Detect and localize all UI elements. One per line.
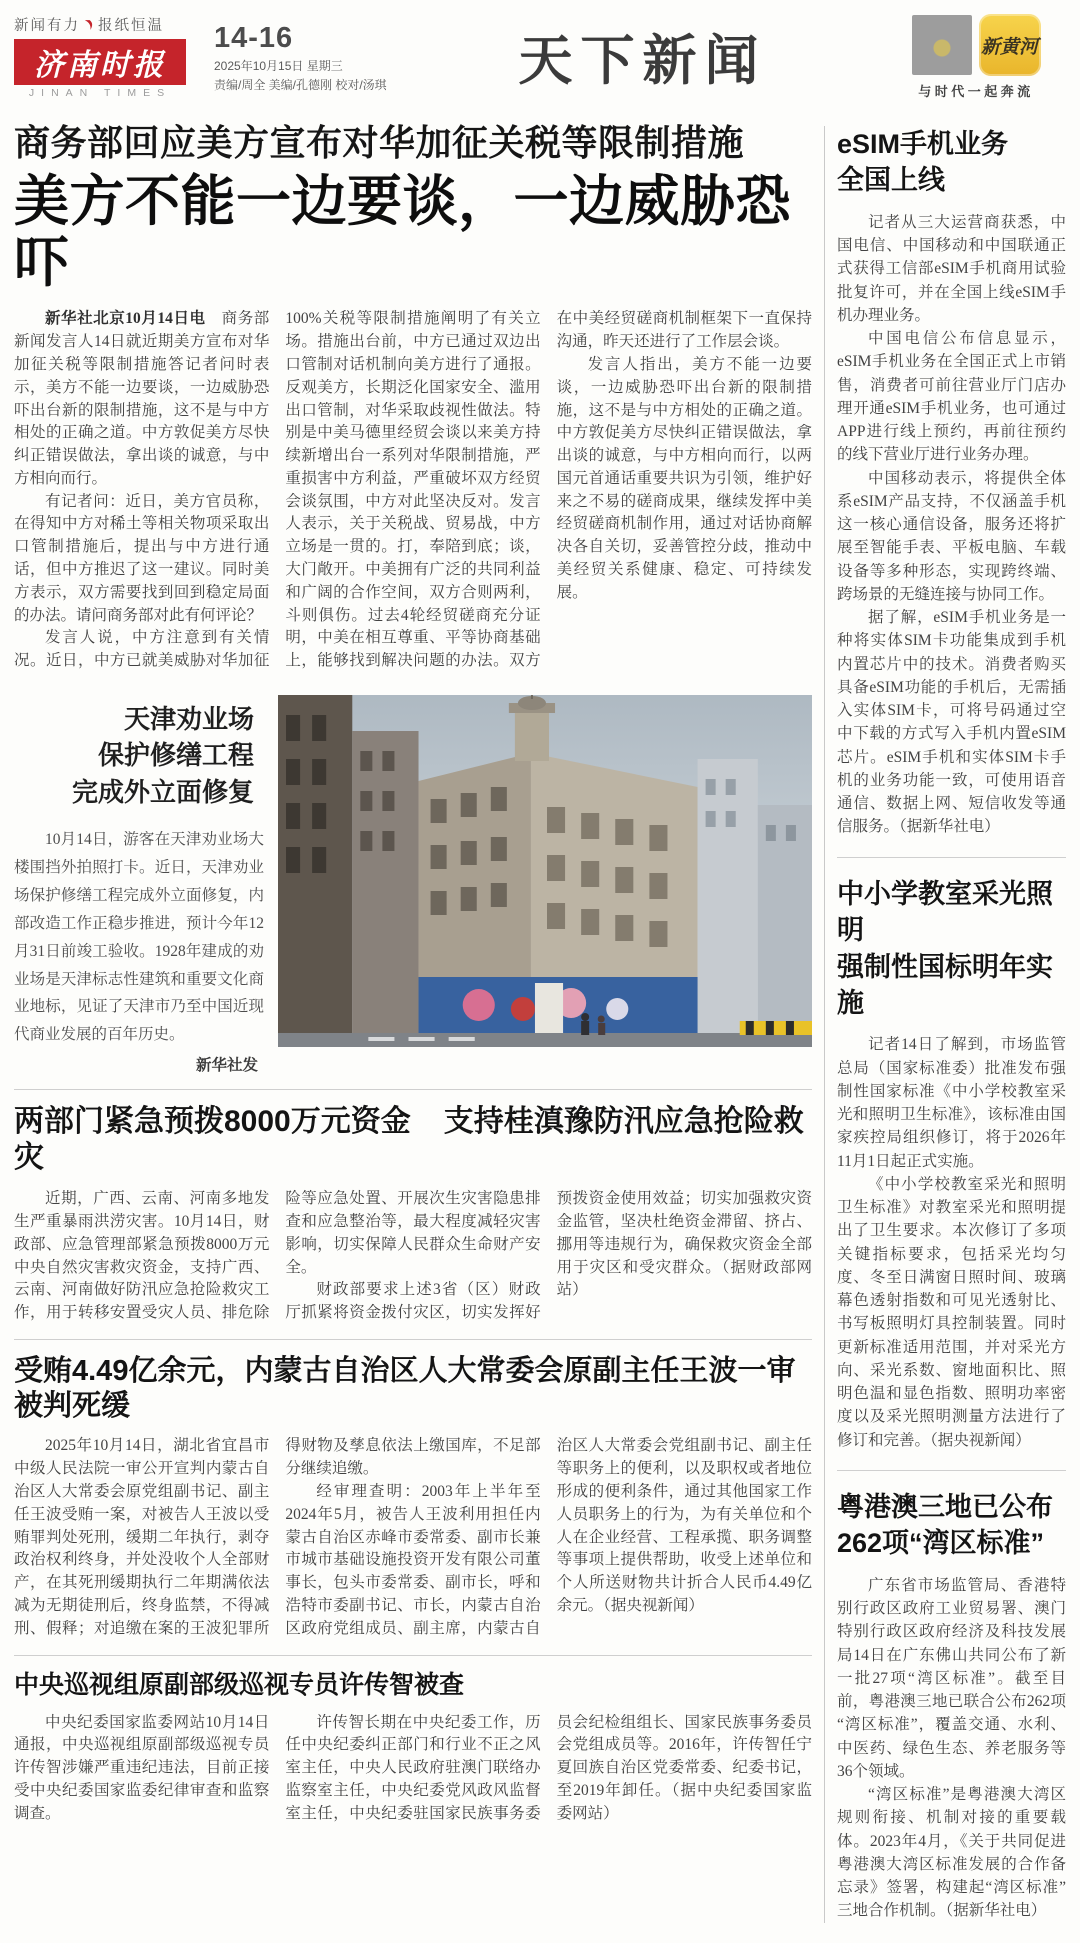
section-divider xyxy=(14,1089,812,1090)
lead-paragraph: 有记者问：近日，美方官员称，在得知中方对稀土等相关物项采取出口管制措施后，提出与中方进行通话，但中方推迟了这一建议。同时美方表示，双方需要找到回到稳定局面的办法。请问商务部对此有何评论？ xyxy=(14,492,270,624)
sidebar-column xyxy=(837,122,1066,1923)
brand-block xyxy=(14,10,204,99)
esim-paragraph: 中国移动表示，将提供全体系eSIM产品支持，不仅涵盖手机这一核心通信设备，服务还将扩展至智能手表、平板电脑、车载设备等多种形态，实现跨终端、跨场景的无缝连接与协同工作。 xyxy=(837,469,1066,603)
photo-caption: 10月14日，游客在天津劝业场大楼围挡外拍照打卡。近日，天津劝业场保护修缮工程完成外立面修复，内部改造工作正稳步推进，预计今年12月31日前竣工验收。1928年建成的劝业场是天津标志性建筑和重要文化商业地标，见证了天津市乃至中国近现代商业发展的百年历史。 xyxy=(14,831,264,1044)
edition-staff: 责编/周全 美编/孔德刚 校对/汤琪 xyxy=(214,78,387,92)
photo-illustration xyxy=(278,695,812,1047)
masthead-tagline xyxy=(14,14,204,35)
wangbo-body xyxy=(14,1435,812,1640)
column-divider xyxy=(824,126,825,1923)
esim-story xyxy=(837,126,1066,839)
tagline-right: 报纸恒温 xyxy=(98,18,164,34)
classroom-title: 中小学教室采光照明 强制性国标明年实施 xyxy=(837,878,1053,1018)
lead-body xyxy=(14,308,812,673)
photo-story-text xyxy=(14,695,264,1075)
app-icon: 新黄河 xyxy=(979,14,1041,76)
xuchuanzhi-body xyxy=(14,1712,812,1826)
esim-paragraph: 中国电信公布信息显示，eSIM手机业务在全国正式上市销售，消费者可前往营业厅门店办理开通eSIM手机业务，也可通过APP进行线上预约，再前往预约的线下营业厅进行业务办理。 xyxy=(837,330,1066,464)
photo-credit: 新华社发 xyxy=(195,1057,258,1075)
wangbo-paragraph: 经审理查明：2003年上半年至2024年5月，被告人王波利用担任内蒙古自治区赤峰市委常委、副市长兼市城市基础设施投资开发有限公司董事长，包头市委常委、副市长，呼和浩特市委副书记、市长，内蒙古自治区政府党组成员、副主席，内蒙古自治区人大常委会党组副书记、副主任等职务上的便利，以及职权或者地位形成的便利条件，通过其他国家工作人员职务上的行为，为有关单位和个人在企业经营、工程承揽、职务调整等事项上提供帮助，收受上述单位和个人所送财物共计折合人民币4.49亿余元。（据央视新闻） xyxy=(285,1437,812,1637)
masthead-right xyxy=(886,10,1066,100)
photo-story-title: 天津劝业场 保护修缮工程 完成外立面修复 xyxy=(71,703,254,807)
section-title: 天下新闻 xyxy=(518,31,767,91)
main-column xyxy=(14,122,812,1923)
bay-area-body xyxy=(837,1574,1066,1923)
xuchuanzhi-story xyxy=(14,1670,812,1826)
newspaper-logo-latin: JINAN TIMES xyxy=(28,87,172,99)
edition-date: 2025年10月15日 星期三 xyxy=(214,59,343,73)
edition-info xyxy=(214,10,399,93)
bay-area-story xyxy=(837,1489,1066,1923)
photo-story xyxy=(14,695,812,1075)
edition-pages: 14-16 xyxy=(214,22,294,54)
xuchuanzhi-paragraph: 中央纪委国家监委网站10月14日通报，中央巡视组原副部级巡视专员许传智涉嫌严重违纪违法，目前正接受中央纪委国家监委纪律审查和监察调查。 xyxy=(14,1713,270,1822)
lead-paragraph: 新华社北京10月14日电 商务部新闻发言人14日就近期美方宣布对华加征关税等限制措施答记者问时表示，美方不能一边要谈，一边威胁恐吓出台新的限制措施，这不是与中方相处的正确之道。中方敦促美方尽快纠正错误做法，拿出谈的诚意，与中方相向而行。 xyxy=(14,310,270,487)
bay-area-title: 粤港澳三地已公布 262项“湾区标准” xyxy=(837,1491,1053,1559)
tagline-left: 新闻有力 xyxy=(14,18,80,34)
esim-paragraph: 记者从三大运营商获悉，中国电信、中国移动和中国联通正式获得工信部eSIM手机商用试验批复许可，并在全国上线eSIM手机办理业务。 xyxy=(837,213,1066,324)
classroom-paragraph: 记者14日了解到，市场监管总局（国家标准委）批准发布强制性国家标准《中小学校教室采光和照明卫生标准》，该标准由国家疾控局组织修订，将于2026年11月1日起正式实施。 xyxy=(837,1036,1066,1170)
bay-area-paragraph: 广东省市场监管局、香港特别行政区政府工业贸易署、澳门特别行政区政府经济及科技发展局14日在广东佛山共同公布了新一批27项“湾区标准”。截至目前，粤港澳三地已联合公布262项“湾区标准”，覆盖交通、水利、中医药、绿色生态、养老服务等36个领域。 xyxy=(837,1576,1066,1780)
lead-dateline: 新华社北京10月14日电 xyxy=(45,310,206,328)
xuchuanzhi-headline: 中央巡视组原副部级巡视专员许传智被查 xyxy=(14,1670,465,1699)
flood-paragraph: 近期，广西、云南、河南多地发生严重暴雨洪涝灾害。10月14日，财政部、应急管理部紧急预拨8000万元中央自然灾害救灾资金，支持广西、云南、河南做好防汛应急抢险救灾工作，用于转移安置受灾人员、排危除险等应急处置、开展次生灾害隐患排查和应急整治等，最大程度减轻灾害影响，切实保障人民群众生命财产安全。 xyxy=(14,1190,541,1322)
esim-paragraph: 据了解，eSIM手机业务是一种将实体SIM卡功能集成到手机内置芯片中的技术。消费者购买具备eSIM功能的手机后，无需插入实体SIM卡，可将号码通过空中下载的方式写入手机内置eSIM芯片。eSIM手机和实体SIM卡手机的业务功能一致，可使用语音通信、数据上网、短信收发等通信服务。（据新华社电） xyxy=(837,609,1066,836)
app-slogan: 与时代一起奔流 xyxy=(918,84,1034,99)
flood-paragraph: 财政部要求上述3省（区）财政厅抓紧将资金拨付灾区，切实发挥好预拨资金使用效益；切实加强救灾资金监管，坚决杜绝资金滞留、挤占、挪用等违规行为，确保救灾资金全部用于灾区和受灾群众。（据财政部网站） xyxy=(285,1190,812,1322)
flood-headline: 两部门紧急预拨8000万元资金 支持桂滇豫防汛应急抢险救灾 xyxy=(14,1105,804,1175)
sidebar-divider xyxy=(837,857,1066,858)
wangbo-story xyxy=(14,1354,812,1641)
masthead xyxy=(14,10,1066,114)
newspaper-logo: 济南时报 xyxy=(14,39,186,85)
xuchuanzhi-paragraph: 许传智长期在中央纪委工作，历任中央纪委纠正部门和行业不正之风室主任，中央人民政府驻澳门联络办监察室主任，中央纪委党风政风监督室主任，中央纪委驻国家民族事务委员会纪检组组长、国家民族事务委员会党组成员等。2016年，许传智任宁夏回族自治区党委常委、纪委书记，至2019年卸任。（据中央纪委国家监委网站） xyxy=(285,1713,812,1822)
esim-body xyxy=(837,211,1066,839)
classroom-body xyxy=(837,1033,1066,1452)
wangbo-paragraph: 2025年10月14日，湖北省宜昌市中级人民法院一审公开宣判内蒙古自治区人大常委会原党组副书记、副主任王波受贿一案，对被告人王波以受贿罪判处死刑，缓期二年执行，剥夺政治权利终身，并处没收个人全部财产，在其死刑缓期执行二年期满依法减为无期徒刑后，终身监禁，不得减刑、假释；对追缴在案的王波犯罪所得财物及孳息依法上缴国库，不足部分继续追缴。 xyxy=(14,1437,541,1637)
esim-title: eSIM手机业务 全国上线 xyxy=(837,129,1009,196)
lead-paragraph: 发言人说，中方注意到有关情况。近日，中方已就美威胁对华加征100%关税等限制措施阐明了有关立场。措施出台前，中方已通过双边出口管制对话机制向美方进行了通报。反观美方，长期泛化国家安全、滥用出口管制，对华采取歧视性做法。特别是中美马德里经贸会谈以来美方持续新增出台一系列对华限制措施，严重损害中方利益，严重破坏双方经贸会谈氛围，中方对此坚决反对。发言人表示，关于关税战、贸易战，中方立场是一贯的。打，奉陪到底；谈，大门敞开。中美拥有广泛的共同利益和广阔的合作空间，双方合则两利，斗则俱伤。过去4轮经贸磋商充分证明，中美在相互尊重、平等协商基础上，能够找到解决问题的办法。双方在中美经贸磋商机制框架下一直保持沟通，昨天还进行了工作层会谈。 xyxy=(14,310,812,670)
classroom-paragraph: 《中小学校教室采光和照明卫生标准》对教室采光和照明提出了卫生要求。本次修订了多项关键指标要求，包括采光均匀度、冬至日满窗日照时间、玻璃幕色透射指数和可见光透射比、书写板照明灯具控制装置。同时更新标准适用范围，并对采光方向、采光系数、窗地面积比、照明色温和显色指数、照明功率密度以及采光照明测量方法进行了修订和完善。（据央视新闻） xyxy=(837,1175,1066,1449)
wangbo-headline: 受贿4.49亿余元，内蒙古自治区人大常委会原副主任王波一审被判死缓 xyxy=(14,1354,796,1422)
section-divider xyxy=(14,1655,812,1656)
bay-area-paragraph: “湾区标准”是粤港澳大湾区规则衔接、机制对接的重要载体。2023年4月，《关于共同促进粤港澳大湾区标准发展的合作备忘录》签署，构建起“湾区标准”三地合作机制。（据新华社电） xyxy=(837,1786,1066,1920)
tagline-swoosh-icon xyxy=(82,18,96,32)
sidebar-divider xyxy=(837,1470,1066,1471)
flood-body xyxy=(14,1188,812,1325)
classroom-story xyxy=(837,876,1066,1452)
lead-paragraph: 发言人指出，美方不能一边要谈，一边威胁恐吓出台新的限制措施，这不是与中方相处的正确之道。中方敦促美方尽快纠正错误做法，拿出谈的诚意，与中方相向而行，以两国元首通话重要共识为引领，维护好来之不易的磋商成果，继续发挥中美经贸磋商机制作用，通过对话协商解决各自关切，妥善管控分歧，推动中美经贸关系健康、稳定、可持续发展。 xyxy=(556,355,812,601)
qr-code xyxy=(912,15,972,75)
content-area xyxy=(14,122,1066,1923)
section-divider xyxy=(14,1339,812,1340)
flood-story xyxy=(14,1104,812,1325)
news-photo-tianjin-quanyechang xyxy=(278,695,812,1047)
lead-kicker: 商务部回应美方宣布对华加征关税等限制措施 xyxy=(14,122,745,163)
lead-headline: 美方不能一边要谈，一边威胁恐吓 xyxy=(14,170,792,293)
